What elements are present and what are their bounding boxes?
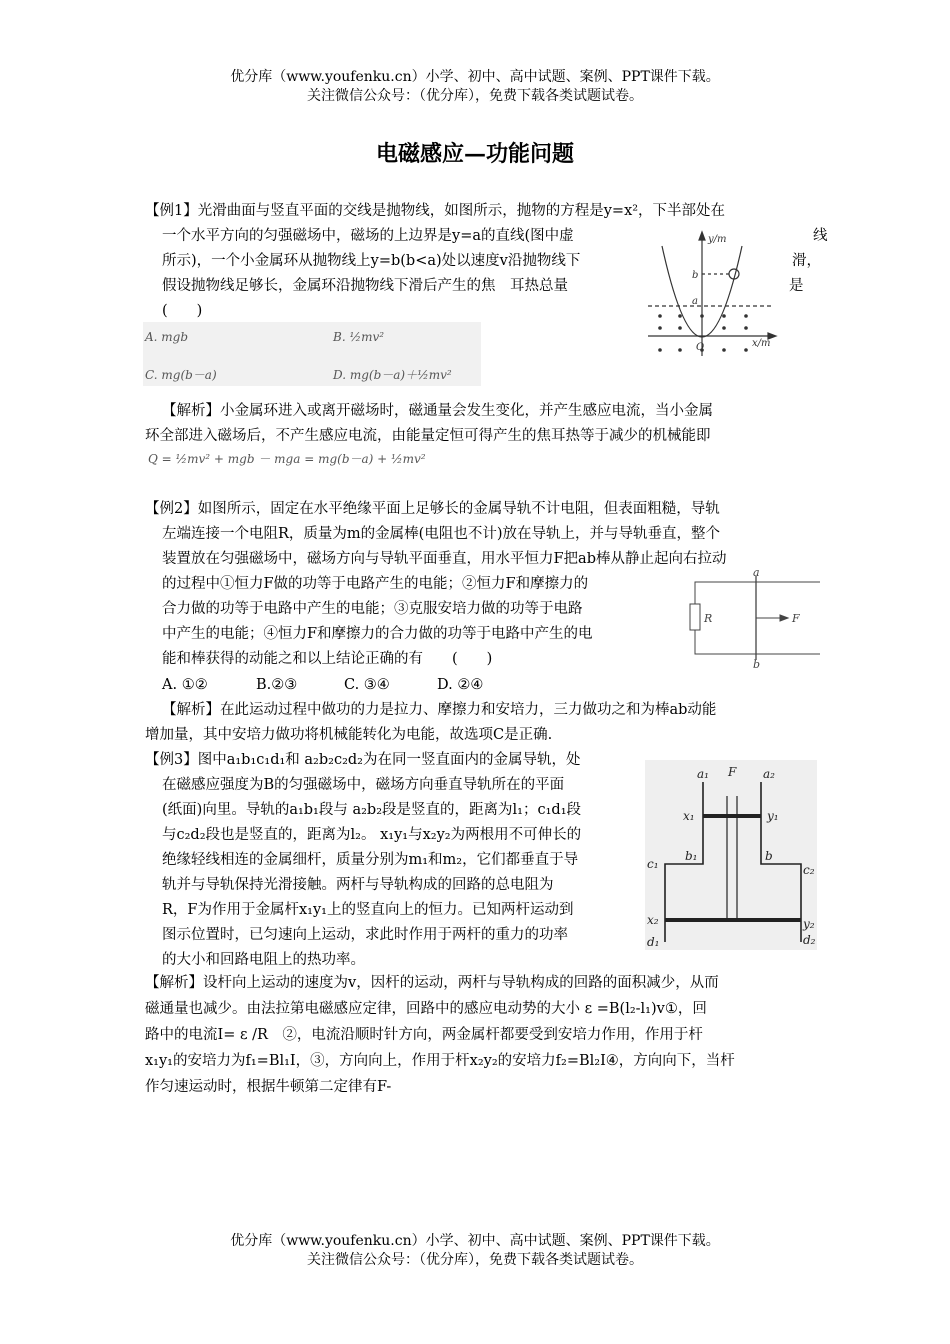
footer-line-1: 优分库（www.youfenku.cn）小学、初中、高中试题、案例、PPT课件下载。 [230, 1233, 720, 1249]
ex1-right-word-3: 是 [789, 278, 804, 294]
ex3-line-2: 在磁感应强度为B的匀强磁场中，磁场方向垂直导轨所在的平面 [162, 777, 565, 793]
ex1-option-a: A. mgb [145, 330, 189, 344]
ex1-right-word-2: 滑， [792, 253, 821, 269]
ex2-option-b: B.②③ [256, 677, 298, 693]
ex3-line-5: 绝缘轻线相连的金属细杆，质量分别为m₁和m₂，它们都垂直于导 [162, 852, 579, 868]
label-b: b [765, 849, 773, 863]
label-F: F [728, 765, 737, 779]
label-y1: y₁ [767, 809, 779, 823]
label-y2: y₂ [803, 917, 815, 931]
ex3-line-3: (纸面)向里。导轨的a₁b₁段与 a₂b₂段是竖直的，距离为l₁；c₁d₁段 [162, 802, 582, 818]
ex1-line-2: 一个水平方向的匀强磁场中，磁场的上边界是y=a的直线(图中虚 [162, 228, 574, 244]
ex2-line-6: 中产生的电能；④恒力F和摩擦力的合力做的功等于电路中产生的电 [162, 626, 593, 642]
ex1-line-3: 所示)，一个小金属环从抛物线上y=b(b<a)处以速度v沿抛物线下 [162, 253, 581, 269]
ex2-option-d: D. ②④ [437, 677, 484, 693]
sol3-line-2: 磁通量也减少。由法拉第电磁感应定律，回路中的感应电动势的大小 ε =B(l₂-l₁)v①，回 [145, 1001, 707, 1017]
label-a2: a₂ [763, 767, 775, 781]
y-axis-label: y/m [708, 234, 727, 245]
origin-label: O [696, 342, 705, 353]
sol2-line-1: 【解析】在此运动过程中做功的力是拉力、摩擦力和安培力，三力做功之和为棒ab动能 [162, 702, 717, 718]
rail-circuit-figure [680, 566, 822, 670]
parabola-figure [640, 228, 780, 360]
ex1-option-d: D. mg(b－a)＋½mv² [333, 368, 452, 382]
ex3-line-7: R，F为作用于金属杆x₁y₁上的竖直向上的恒力。已知两杆运动到 [162, 902, 574, 918]
y-axis-arrow [699, 232, 705, 240]
ex2-line-5: 合力做的功等于电路中产生的电能；③克服安培力做的功等于电路 [162, 601, 583, 617]
sol1-formula: Q = ½mv² + mgb － mga = mg(b－a) + ½mv² [148, 452, 426, 466]
rod-end-a: a [753, 566, 760, 579]
force-label: F [792, 612, 800, 625]
label-x1: x₁ [683, 809, 695, 823]
resistor-label: R [704, 612, 713, 625]
ex3-line-1: 【例3】图中a₁b₁c₁d₁和 a₂b₂c₂d₂为在同一竖直面内的金属导轨，处 [145, 752, 581, 768]
label-c1: c₁ [647, 857, 659, 871]
ex2-line-2: 左端连接一个电阻R，质量为m的金属棒(电阻也不计)放在导轨上，并与导轨垂直，整个 [162, 526, 720, 542]
label-a1: a₁ [697, 767, 709, 781]
ex3-line-4: 与c₂d₂段也是竖直的，距离为l₂。 x₁y₁与x₂y₂为两根用不可伸长的 [162, 827, 582, 843]
page-title: 电磁感应—功能问题 [375, 141, 574, 167]
ex3-line-6: 轨并与导轨保持光滑接触。两杆与导轨构成的回路的总电阻为 [162, 877, 554, 893]
footer-line-2: 关注微信公众号：（优分库），免费下载各类试题试卷。 [307, 1252, 643, 1268]
label-d2: d₂ [803, 933, 816, 947]
header-line-1: 优分库（www.youfenku.cn）小学、初中、高中试题、案例、PPT课件下载。 [230, 69, 720, 85]
label-d1: d₁ [647, 935, 660, 949]
a-label: a [692, 296, 698, 307]
header-line-2: 关注微信公众号：（优分库），免费下载各类试题试卷。 [307, 88, 643, 104]
sol3-line-1: 【解析】设杆向上运动的速度为v，因杆的运动，两杆与导轨构成的回路的面积减少，从而 [145, 975, 719, 991]
resistor [690, 604, 700, 630]
sol3-line-4: x₁y₁的安培力为f₁=Bl₁I，③，方向向上，作用于杆x₂y₂的安培力f₂=Bl₂I④，方向向下，当杆 [145, 1053, 735, 1069]
ex1-option-b: B. ½mv² [333, 330, 385, 344]
rod-end-b: b [753, 658, 761, 670]
ex3-line-9: 的大小和回路电阻上的热功率。 [162, 952, 365, 968]
ex1-options-image [143, 322, 481, 386]
b-label: b [692, 270, 699, 281]
x-axis-label: x/m [752, 338, 771, 349]
label-b1: b₁ [685, 849, 698, 863]
ex2-line-4: 的过程中①恒力F做的功等于电路产生的电能；②恒力F和摩擦力的 [162, 576, 589, 592]
sol2-line-2: 增加量，其中安培力做功将机械能转化为电能，故选项C是正确. [145, 727, 553, 743]
ex3-line-8: 图示位置时，已匀速向上运动，求此时作用于两杆的重力的功率 [162, 927, 568, 943]
ex1-line-1: 【例1】光滑曲面与竖直平面的交线是抛物线，如图所示，抛物的方程是y=x²，下半部处在 [145, 203, 726, 219]
sol1-line-2: 环全部进入磁场后，不产生感应电流，由能量定恒可得产生的焦耳热等于减少的机械能即 [145, 428, 711, 444]
label-x2: x₂ [647, 913, 659, 927]
ex2-line-1: 【例2】如图所示，固定在水平绝缘平面上足够长的金属导轨不计电阻，但表面粗糙，导轨 [145, 501, 720, 517]
double-rail-figure [645, 760, 817, 950]
ex2-option-c: C. ③④ [344, 677, 390, 693]
ex1-line-5: ( ) [162, 303, 203, 319]
ex1-right-word-1: 线 [813, 228, 828, 244]
sol3-line-5: 作匀速运动时，根据牛顿第二定律有F- [145, 1079, 392, 1095]
ex2-option-a: A. ①② [162, 677, 208, 693]
ex1-option-c: C. mg(b－a) [145, 368, 217, 382]
ex1-line-4: 假设抛物线足够长，金属环沿抛物线下滑后产生的焦 耳热总量 [162, 278, 568, 294]
ex2-line-7: 能和棒获得的动能之和以上结论正确的有 ( ) [162, 651, 493, 667]
ex2-line-3: 装置放在匀强磁场中，磁场方向与导轨平面垂直，用水平恒力F把ab棒从静止起向右拉动 [162, 551, 727, 567]
sol3-line-3: 路中的电流I= ε /R ②，电流沿顺时针方向，两金属杆都要受到安培力作用，作用于杆 [145, 1027, 703, 1043]
force-arrowhead [780, 615, 788, 621]
sol1-line-1: 【解析】小金属环进入或离开磁场时，磁通量会发生变化，并产生感应电流，当小金属 [162, 403, 713, 419]
label-c2: c₂ [803, 863, 815, 877]
